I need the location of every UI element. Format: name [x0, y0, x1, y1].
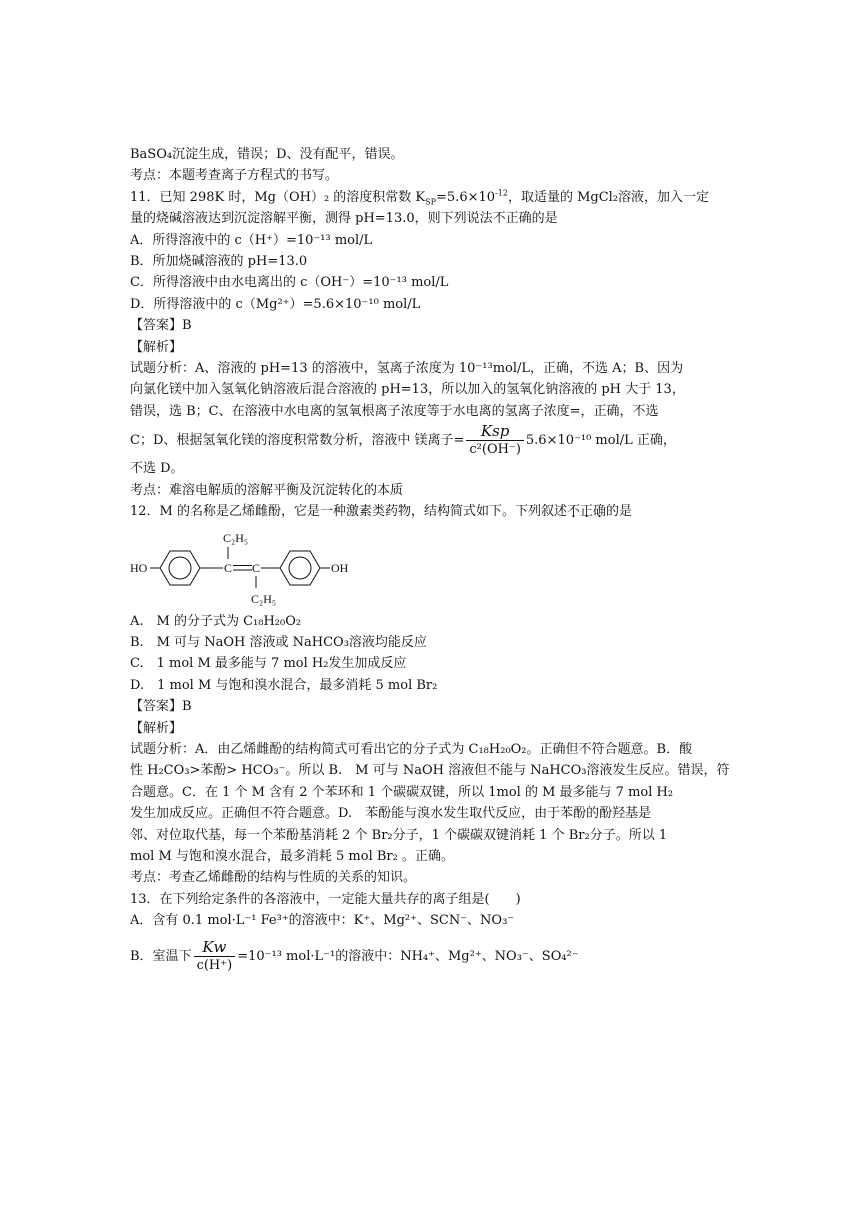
option-b: B．所加烧碱溶液的 pH=13.0: [130, 254, 308, 270]
ho-label: HO: [130, 560, 148, 575]
explanation-line: 向氯化镁中加入氢氧化钠溶液后混合溶液的 pH=13，所以加入的氢氧化钠溶液的 pH 大于 13，: [130, 382, 685, 398]
explanation-line: 不选 D。: [130, 461, 184, 477]
option-b: B．室温下 $\frac{Kw}{c(H^+)}$ =10⁻¹³ mol·L⁻¹的溶液中：NH₄⁺、Mg²⁺、NO₃⁻、SO₄²⁻: [130, 937, 579, 973]
option-a: A．含有 0.1 mol·L⁻¹ Fe³⁺的溶液中：K⁺、Mg²⁺、SCN⁻、NO₃⁻: [130, 913, 515, 929]
emphasis-char: 正: [580, 504, 594, 520]
analysis-heading: 【解析】: [130, 339, 183, 355]
benzene-ring-left: [160, 551, 200, 585]
kw-fraction: $\frac{Kw}{c(H^+)}$: [194, 938, 236, 975]
oh-label: OH: [331, 560, 349, 575]
answer: 【答案】B: [130, 699, 192, 715]
option-a: A. M 的分子式为 C₁₈H₂₀O₂: [130, 613, 302, 629]
document-page: [130, 144, 730, 974]
explanation-line: 发生加成反应。正确但不符合题意。D. 苯酚能与溴水发生取代反应，由于苯酚的酚羟基是: [130, 806, 652, 822]
option-c: C. 1 mol M 最多能与 7 mol H₂发生加成反应: [130, 656, 407, 672]
explanation-line: 错误，选 B；C、在溶液中水电离的氢氧根离子浓度等于水电离的氢离子浓度=，正确，不选: [130, 403, 659, 419]
question-11-stem: 量的烧碱溶液达到沉淀溶解平衡，测得 pH=13.0，则下列说法不正确的是: [130, 211, 558, 227]
benzene-ring-right: [280, 551, 320, 585]
option-c: C．所得溶液中由水电离出的 c（OH⁻）=10⁻¹³ mol/L: [130, 275, 449, 291]
explanation-line: 性 H₂CO₃>苯酚> HCO₃⁻。所以 B. M 可与 NaOH 溶液但不能与 NaHCO₃溶液发生反应。错误，符: [130, 763, 730, 779]
explanation-line: 邻、对位取代基，每一个苯酚基消耗 2 个 Br₂分子，1 个碳碳双键消耗 1 个 Br₂分子。所以 1: [130, 827, 668, 843]
structure-diagram: [130, 527, 370, 609]
ethyl-bottom: C₂H₅: [251, 591, 277, 606]
option-a: A．所得溶液中的 c（H⁺）=10⁻¹³ mol/L: [130, 232, 373, 248]
explanation-line: 合题意。C．在 1 个 M 含有 2 个苯环和 1 个碳碳双键，所以 1mol 的 M 最多能与 7 mol H₂: [130, 784, 674, 800]
emphasis-dotted-text: [567, 504, 606, 519]
option-d: D．所得溶液中的 c（Mg²⁺）=5.6×10⁻¹⁰ mol/L: [130, 296, 421, 312]
analysis-heading: 【解析】: [130, 720, 183, 736]
explanation-line: 试题分析：A．由乙烯雌酚的结构简式可看出它的分子式为 C₁₈H₂₀O₂。正确但不符合题意。B．酸: [130, 741, 693, 757]
carbon-left: C: [224, 560, 233, 575]
ksp-fraction: $\frac{\text{Ksp}}{\text{c²(OH⁻)}}$: [466, 422, 524, 459]
text-line: 考点：本题考查离子方程式的书写。: [130, 168, 339, 184]
question-13-stem: 13．在下列给定条件的各溶液中，一定能大量共存的离子组是( ): [130, 891, 521, 907]
option-d: D. 1 mol M 与饱和溴水混合，最多消耗 5 mol Br₂: [130, 677, 438, 693]
explanation-line: 试题分析：A、溶液的 pH=13 的溶液中，氢离子浓度为 10⁻¹³mol/L，正确，不选 A；B、因为: [130, 361, 684, 377]
ethyl-top: C₂H₅: [223, 530, 249, 545]
emphasis-char: 确: [593, 504, 607, 520]
kaodian: 考点：难溶电解质的溶解平衡及沉淀转化的本质: [130, 482, 404, 498]
emphasis-char: 不: [567, 504, 581, 520]
question-11-stem: 11．已知 298K 时，Mg（OH）₂ 的溶度积常数 $K_{SP}=5.6\times 10^{-12}$，取适量的 MgCl₂溶液，加入一定: [130, 188, 710, 207]
text-line: BaSO₄沉淀生成，错误；D、没有配平，错误。: [130, 147, 404, 162]
answer: 【答案】B: [130, 318, 192, 334]
question-12-stem: 12．M 的名称是乙烯雌酚，它是一种激素类药物，结构简式如下。下列叙述不正确的是: [130, 504, 633, 520]
option-b: B. M 可与 NaOH 溶液或 NaHCO₃溶液均能反应: [130, 634, 427, 650]
explanation-line: C；D、根据氢氧化镁的溶度积常数分析，溶液中 镁离子= $\frac{\text{Ksp}}{\text{c²(OH⁻)}}$ 5.6×10⁻¹⁰ mol/L 正确，: [130, 422, 676, 458]
explanation-line: mol M 与饱和溴水混合，最多消耗 5 mol Br₂ 。正确。: [130, 848, 454, 864]
kaodian: 考点：考查乙烯雌酚的结构与性质的关系的知识。: [130, 870, 417, 886]
carbon-right: C: [252, 560, 261, 575]
